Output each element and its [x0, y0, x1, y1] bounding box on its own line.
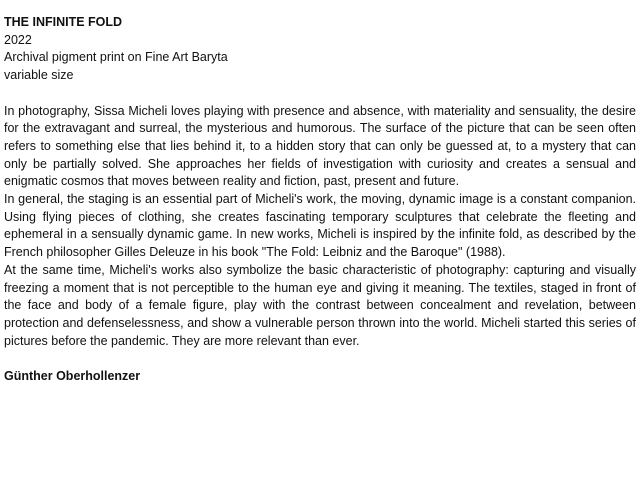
artwork-details	[4, 14, 636, 85]
author-name: Günther Oberhollenzer	[4, 369, 141, 384]
spacer	[4, 85, 636, 103]
artwork-title: THE INFINITE FOLD	[4, 15, 123, 29]
artwork-medium: Archival pigment print on Fine Art Baryta	[4, 50, 228, 65]
artwork-year: 2022	[4, 32, 32, 47]
document	[4, 14, 636, 386]
paragraph: At the same time, Micheli's works also symbolize the basic characteristic of photography: capturing and visually freezing a moment that is not perceptible to the human eye and giving it meaning. The textiles, staged in front of the face and body of a female figure, play with the contrast between concealment and revelation, between protection and defenselessness, and show a vulnerable person thrown into the world. Micheli started this series of pictures before the pandemic. They are more relevant than ever.	[4, 262, 636, 348]
artwork-size: variable size	[4, 68, 74, 83]
paragraph: In photography, Sissa Micheli loves playing with presence and absence, with materiality and sensuality, the desire for the extravagant and surreal, the mysterious and humorous. The surface of the picture that can be seen often refers to something else that lies behind it, to a hidden story that can only be guessed at, to a mystery that can only be partially solved. She approaches her fields of investigation with curiosity and creates a sensual and enigmatic cosmos that moves between reality and fiction, past, present and future.	[4, 103, 636, 189]
spacer	[4, 350, 636, 368]
essay-text	[4, 103, 636, 351]
paragraph: In general, the staging is an essential part of Micheli's work, the moving, dynamic image is a constant companion. Using flying pieces of clothing, she creates fascinating temporary sculptures that celebrate the fleeting and ephemeral in a sensually dynamic game. In new works, Micheli is inspired by the infinite fold, as described by the French philosopher Gilles Deleuze in his book "The Fold: Leibniz and the Baroque" (1988).	[4, 192, 636, 260]
